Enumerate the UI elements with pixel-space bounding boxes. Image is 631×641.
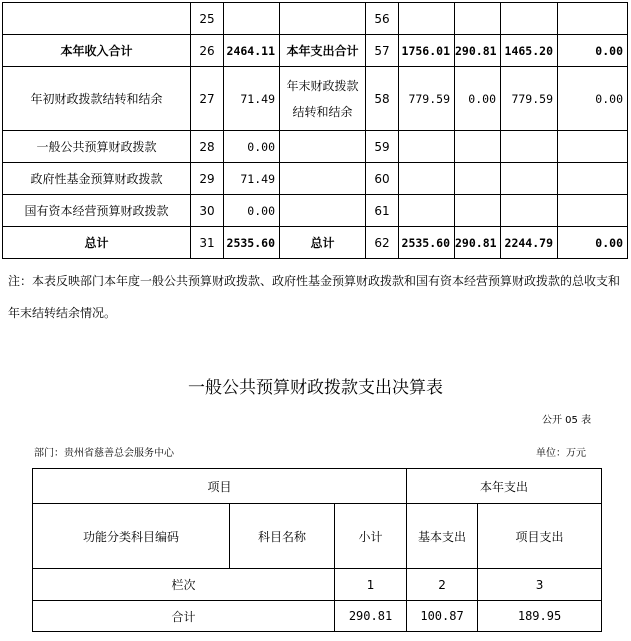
value-basic [455,131,501,163]
value-total [399,195,455,227]
right-label: 本年支出合计 [280,35,366,67]
value-project [501,163,558,195]
left-value: 0.00 [224,195,280,227]
right-label [280,131,366,163]
value-project [501,3,558,35]
column-index-2: 2 [407,569,478,601]
left-line-no: 28 [191,131,224,163]
value-basic: 0.00 [455,67,501,131]
value-other [558,131,628,163]
left-label: 政府性基金预算财政拨款 [3,163,191,195]
left-line-no: 30 [191,195,224,227]
header-subject-name: 科目名称 [230,504,335,569]
right-line-no: 57 [366,35,399,67]
column-index-3: 3 [478,569,602,601]
total-project: 189.95 [478,601,602,632]
value-other [558,195,628,227]
total-basic: 100.87 [407,601,478,632]
left-label [3,3,191,35]
column-index-row [33,569,602,601]
value-other: 0.00 [558,35,628,67]
column-index-1: 1 [335,569,407,601]
right-label [280,67,366,131]
right-label: 总计 [280,227,366,259]
total-row [33,601,602,632]
department-label: 部门：贵州省慈善总会服务中心 [34,448,174,459]
table2-title: 一般公共预算财政拨款支出决算表 [188,378,443,398]
value-basic [455,163,501,195]
left-label: 一般公共预算财政拨款 [3,131,191,163]
value-project: 2244.79 [501,227,558,259]
value-project: 779.59 [501,67,558,131]
right-line-no: 61 [366,195,399,227]
table-note: 注：本表反映部门本年度一般公共预算财政拨款、政府性基金预算财政拨款和国有资本经营预算财政拨款的总收支和年末结转结余情况。 [8,274,621,320]
right-label-line-1: 年末财政拨款 [286,78,359,93]
header-row [33,504,602,569]
left-value: 71.49 [224,163,280,195]
left-label: 年初财政拨款结转和结余 [3,67,191,131]
value-other: 0.00 [558,227,628,259]
left-line-no: 27 [191,67,224,131]
right-line-no: 60 [366,163,399,195]
right-line-no: 59 [366,131,399,163]
left-line-no: 31 [191,227,224,259]
header-basic: 基本支出 [407,504,478,569]
total-label: 合计 [33,601,335,632]
header-subtotal: 小计 [335,504,407,569]
table-row [3,163,628,195]
unit-label: 单位：万元 [536,448,586,459]
budget-summary-table [2,2,628,259]
left-value: 2535.60 [224,227,280,259]
value-basic [455,195,501,227]
table-row [3,131,628,163]
header-row [33,469,602,504]
value-total [399,163,455,195]
right-label [280,195,366,227]
value-other: 0.00 [558,67,628,131]
right-line-no: 62 [366,227,399,259]
value-total [399,3,455,35]
right-label [280,163,366,195]
column-index-label: 栏次 [33,569,335,601]
value-basic [455,3,501,35]
left-label: 本年收入合计 [3,35,191,67]
right-label-line-2: 结转和结余 [292,104,353,119]
value-project: 1465.20 [501,35,558,67]
value-other [558,3,628,35]
expenditure-table [32,468,602,632]
table-row [3,195,628,227]
table-row [3,35,628,67]
value-other [558,163,628,195]
right-line-no: 56 [366,3,399,35]
table-code: 公开 05 表 [542,415,592,426]
right-label [280,3,366,35]
header-function-code: 功能分类科目编码 [33,504,230,569]
value-project [501,131,558,163]
value-total: 2535.60 [399,227,455,259]
left-value: 0.00 [224,131,280,163]
value-basic: 290.81 [455,227,501,259]
value-total: 779.59 [399,67,455,131]
value-basic: 290.81 [455,35,501,67]
left-label: 国有资本经营预算财政拨款 [3,195,191,227]
value-total [399,131,455,163]
total-subtotal: 290.81 [335,601,407,632]
table-row [3,67,628,131]
header-current-expenditure: 本年支出 [407,469,602,504]
left-label: 总计 [3,227,191,259]
left-line-no: 25 [191,3,224,35]
left-value [224,3,280,35]
left-line-no: 29 [191,163,224,195]
header-item: 项目 [33,469,407,504]
value-project [501,195,558,227]
right-line-no: 58 [366,67,399,131]
header-project: 项目支出 [478,504,602,569]
table-row [3,227,628,259]
table-row [3,3,628,35]
value-total: 1756.01 [399,35,455,67]
left-value: 2464.11 [224,35,280,67]
left-value: 71.49 [224,67,280,131]
left-line-no: 26 [191,35,224,67]
